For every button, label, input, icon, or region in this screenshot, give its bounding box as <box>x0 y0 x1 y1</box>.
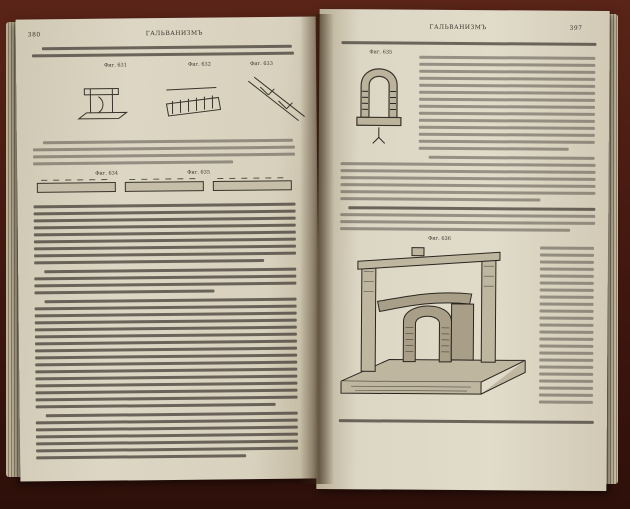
figure-caption: Фиг. 633 <box>250 60 273 68</box>
figure-caption: Фиг. 632 <box>188 61 211 68</box>
right-page <box>316 9 609 491</box>
figure-caption: Фиг. 635 <box>369 49 393 56</box>
book-spine-shadow <box>300 14 334 484</box>
figure-caption: Фиг. 631 <box>104 62 127 69</box>
figure-caption: Фиг. 636 <box>428 235 451 242</box>
left-page <box>16 16 321 481</box>
horseshoe-magnet-figure <box>349 57 410 149</box>
right-page-number: 397 <box>569 24 583 32</box>
right-running-head: ГАЛЬВАНИЗМЪ <box>429 23 487 32</box>
left-running-head: ГАЛЬВАНИЗМЪ <box>145 29 203 38</box>
figure-caption: Фиг. 635 <box>187 169 211 176</box>
current-strips-figure <box>35 175 297 200</box>
electromagnet-figures-row <box>68 67 309 135</box>
left-page-number: 380 <box>27 31 41 39</box>
figure-caption: Фиг. 634 <box>95 170 119 177</box>
electromagnet-apparatus-engraving <box>331 241 542 414</box>
